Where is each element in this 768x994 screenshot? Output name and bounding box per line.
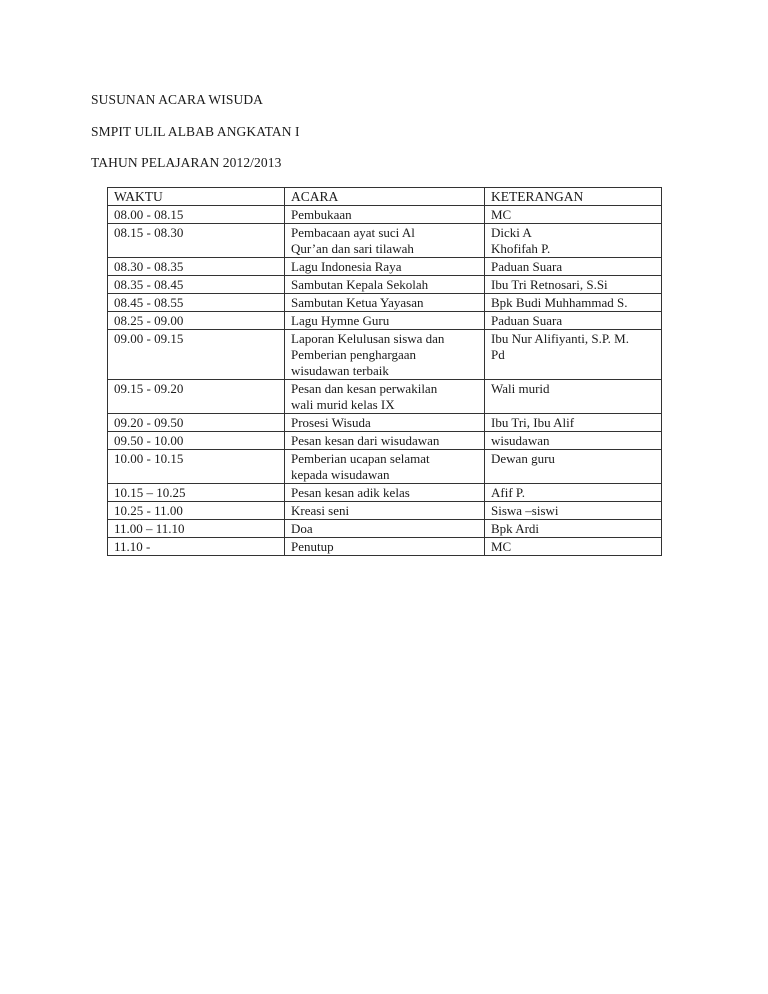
event-cell: Sambutan Kepala Sekolah [285,276,485,294]
table-row [108,276,662,294]
note-cell: Wali murid [485,380,662,414]
event-cell: Doa [285,520,485,538]
note-cell: Dicki A Khofifah P. [485,224,662,258]
header-keterangan: KETERANGAN [485,188,662,206]
table-row [108,538,662,556]
time-cell: 08.25 - 09.00 [108,312,285,330]
note-cell: wisudawan [485,432,662,450]
time-cell: 11.10 - [108,538,285,556]
table-row [108,484,662,502]
note-cell: Afif P. [485,484,662,502]
note-cell: Bpk Ardi [485,520,662,538]
event-cell: Pembukaan [285,206,485,224]
schedule-table [107,187,662,556]
note-cell: MC [485,538,662,556]
event-cell: Pesan kesan dari wisudawan [285,432,485,450]
note-cell: Ibu Nur Alifiyanti, S.P. M. Pd [485,330,662,380]
note-cell: Paduan Suara [485,258,662,276]
table-row [108,224,662,258]
event-cell: Pemberian ucapan selamat kepada wisudawan [285,450,485,484]
table-row [108,206,662,224]
event-cell: Lagu Hymne Guru [285,312,485,330]
table-row [108,432,662,450]
event-cell: Lagu Indonesia Raya [285,258,485,276]
table-row [108,294,662,312]
time-cell: 11.00 – 11.10 [108,520,285,538]
school-name: SMPIT ULIL ALBAB ANGKATAN I [91,124,300,139]
note-cell: Siswa –siswi [485,502,662,520]
note-cell: Paduan Suara [485,312,662,330]
event-cell: Pesan kesan adik kelas [285,484,485,502]
event-cell: Pesan dan kesan perwakilan wali murid kelas IX [285,380,485,414]
time-cell: 08.15 - 08.30 [108,224,285,258]
table-row [108,380,662,414]
time-cell: 08.00 - 08.15 [108,206,285,224]
note-cell: Ibu Tri Retnosari, S.Si [485,276,662,294]
time-cell: 08.45 - 08.55 [108,294,285,312]
event-cell: Prosesi Wisuda [285,414,485,432]
table-row [108,330,662,380]
table-row [108,312,662,330]
event-cell: Pembacaan ayat suci Al Qur’an dan sari tilawah [285,224,485,258]
event-cell: Laporan Kelulusan siswa dan Pemberian penghargaan wisudawan terbaik [285,330,485,380]
time-cell: 09.15 - 09.20 [108,380,285,414]
header-waktu: WAKTU [108,188,285,206]
time-cell: 10.25 - 11.00 [108,502,285,520]
table-row [108,502,662,520]
note-cell: MC [485,206,662,224]
note-cell: Ibu Tri, Ibu Alif [485,414,662,432]
event-cell: Penutup [285,538,485,556]
time-cell: 08.30 - 08.35 [108,258,285,276]
table-row [108,520,662,538]
document-title: SUSUNAN ACARA WISUDA [91,92,264,107]
event-cell: Sambutan Ketua Yayasan [285,294,485,312]
table-row [108,450,662,484]
table-row [108,258,662,276]
time-cell: 10.00 - 10.15 [108,450,285,484]
table-body [108,206,662,556]
table-row [108,414,662,432]
time-cell: 09.50 - 10.00 [108,432,285,450]
note-cell: Bpk Budi Muhhammad S. [485,294,662,312]
event-cell: Kreasi seni [285,502,485,520]
time-cell: 08.35 - 08.45 [108,276,285,294]
time-cell: 10.15 – 10.25 [108,484,285,502]
note-cell: Dewan guru [485,450,662,484]
time-cell: 09.00 - 09.15 [108,330,285,380]
time-cell: 09.20 - 09.50 [108,414,285,432]
header-acara: ACARA [285,188,485,206]
table-header-row [108,188,662,206]
academic-year: TAHUN PELAJARAN 2012/2013 [91,155,282,170]
